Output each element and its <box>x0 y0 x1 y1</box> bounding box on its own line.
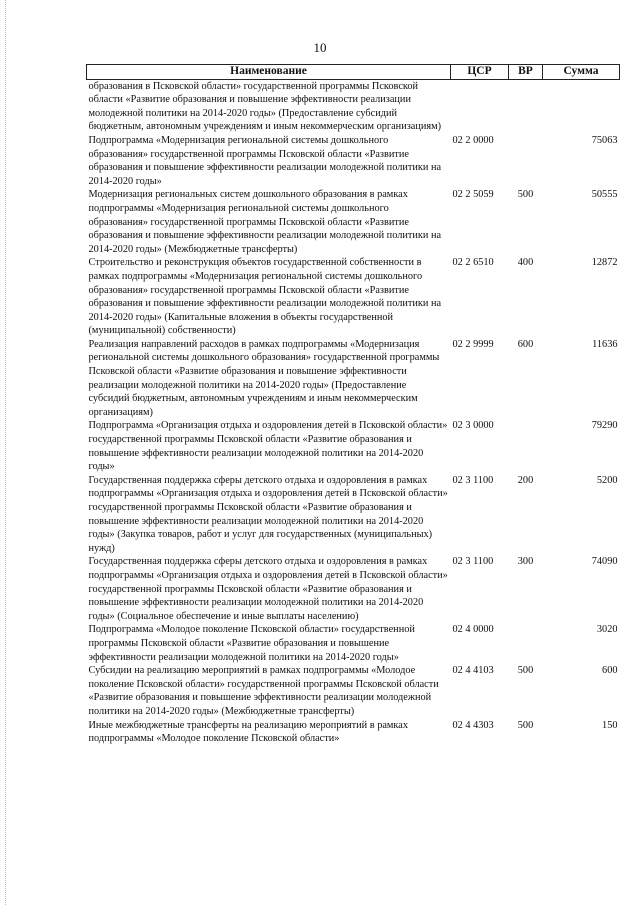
cell-name: Строительство и реконструкция объектов государственной собственности в рамках подпрограммы «Модернизация региональной системы дошкольного образования» государственной программы Псковской области «Развитие образования и повышение эффективности реализации молодежной политики на 2014-2020 годы» (Капитальные вложения в объекты государственной (муниципальной) собственности) <box>88 257 442 337</box>
cell-vr: 300 <box>517 556 534 568</box>
table-header-row <box>87 65 620 80</box>
header-csr: ЦСР <box>451 65 509 80</box>
cell-csr: 02 2 6510 <box>452 257 494 269</box>
cell-name: Государственная поддержка сферы детского отдыха и оздоровления в рамках подпрограммы «Организация отдыха и оздоровления детей в Псковской области» государственной программы Псковской области «Развитие образования и повышение эффективности реализации молодежной политики на 2014-2020 годы» (Социальное обеспечение и иные выплаты населению) <box>88 556 448 622</box>
cell-sum: 12872 <box>591 257 618 269</box>
header-sum: Сумма <box>543 65 620 80</box>
cell-name: Подпрограмма «Организация отдыха и оздоровления детей в Псковской области» государственной программы Псковской области «Развитие образования и повышение эффективности реализации молодежной политики на 2014-2020 годы» <box>88 420 448 473</box>
cell-name: Иные межбюджетные трансферты на реализацию мероприятий в рамках подпрограммы «Молодое поколение Псковской области» <box>88 719 408 745</box>
cell-sum: 79290 <box>591 420 618 432</box>
cell-sum: 11636 <box>592 338 618 350</box>
cell-csr: 02 2 9999 <box>452 338 494 350</box>
table-row <box>87 664 620 718</box>
cell-csr: 02 3 1100 <box>452 474 494 486</box>
scan-edge-line <box>5 0 7 905</box>
table-row <box>87 419 620 473</box>
table-row <box>87 79 620 134</box>
cell-sum: 3020 <box>596 624 618 636</box>
cell-csr: 02 3 1100 <box>452 556 494 568</box>
budget-table <box>86 64 620 746</box>
table-row <box>87 719 620 746</box>
cell-sum: 74090 <box>591 556 618 568</box>
header-name: Наименование <box>87 65 451 80</box>
cell-sum <box>543 79 620 134</box>
cell-name: Подпрограмма «Модернизация региональной системы дошкольного образования» государственной программы Псковской области «Развитие образования и повышение эффективности реализации молодежной политики на 2014-2020 годы» <box>88 134 442 187</box>
cell-vr <box>509 79 543 134</box>
cell-csr: 02 4 0000 <box>452 624 494 636</box>
cell-sum: 600 <box>602 665 618 677</box>
cell-csr: 02 4 4103 <box>452 665 494 677</box>
cell-vr: 200 <box>517 474 534 486</box>
cell-vr: 500 <box>517 719 534 731</box>
cell-csr: 02 3 0000 <box>452 420 494 432</box>
cell-csr: 02 2 5059 <box>452 189 494 201</box>
table-row <box>87 134 620 188</box>
cell-csr: 02 2 0000 <box>452 134 494 146</box>
table-row <box>87 555 620 623</box>
cell-sum: 50555 <box>591 189 618 201</box>
cell-vr: 500 <box>517 189 534 201</box>
cell-name: образования в Псковской области» государственной программы Псковской области «Развитие образования и повышение эффективности реализации молодежной политики на 2014-2020 годы» (Предоставление субсидий бюджетным, автономным учреждениям и иным некоммерческим организациям) <box>88 80 442 133</box>
cell-name: Субсидии на реализацию мероприятий в рамках подпрограммы «Молодое поколение Псковской области» государственной программы Псковской области «Развитие образования и повышение эффективности реализации молодежной политики на 2014-2020 годы» (Межбюджетные трансферты) <box>88 665 439 717</box>
cell-vr: 600 <box>517 338 534 350</box>
cell-vr <box>509 623 543 664</box>
cell-vr <box>509 419 543 473</box>
cell-vr <box>509 134 543 188</box>
page-number: 10 <box>313 40 327 55</box>
cell-name: Реализация направлений расходов в рамках подпрограммы «Модернизация региональной системы дошкольного образования» государственной программы Псковской области «Развитие образования и повышение эффективности реализации молодежной политики на 2014-2020 годы» (Предоставление субсидий бюджетным, автономным учреждениям и иным некоммерческим организациям) <box>88 338 440 418</box>
table-row <box>87 623 620 664</box>
table-row <box>87 256 620 338</box>
cell-sum: 75063 <box>591 134 618 146</box>
table-body <box>87 79 620 746</box>
cell-name: Государственная поддержка сферы детского отдыха и оздоровления в рамках подпрограммы «Организация отдыха и оздоровления детей в Псковской области» государственной программы Псковской области «Развитие образования и повышение эффективности реализации молодежной политики на 2014-2020 годы» (Закупка товаров, работ и услуг для государственных (муниципальных) нужд) <box>88 474 448 554</box>
cell-name: Модернизация региональных систем дошкольного образования в рамках подпрограммы «Модернизация региональной системы дошкольного образования» государственной программы Псковской области «Развитие образования и повышение эффективности реализации молодежной политики на 2014-2020 годы» (Межбюджетные трансферты) <box>88 189 442 255</box>
header-vr: ВР <box>509 65 543 80</box>
table-row <box>87 188 620 256</box>
cell-name: Подпрограмма «Молодое поколение Псковской области» государственной программы Псковской области «Развитие образования и повышение эффективности реализации молодежной политики на 2014-2020 годы» <box>88 624 415 663</box>
cell-csr: 02 4 4303 <box>452 719 494 731</box>
cell-csr <box>451 79 509 134</box>
table-row <box>87 338 620 420</box>
cell-vr: 500 <box>517 665 534 677</box>
cell-sum: 150 <box>602 719 618 731</box>
cell-vr: 400 <box>517 257 534 269</box>
cell-sum: 5200 <box>596 474 618 486</box>
table-row <box>87 474 620 556</box>
